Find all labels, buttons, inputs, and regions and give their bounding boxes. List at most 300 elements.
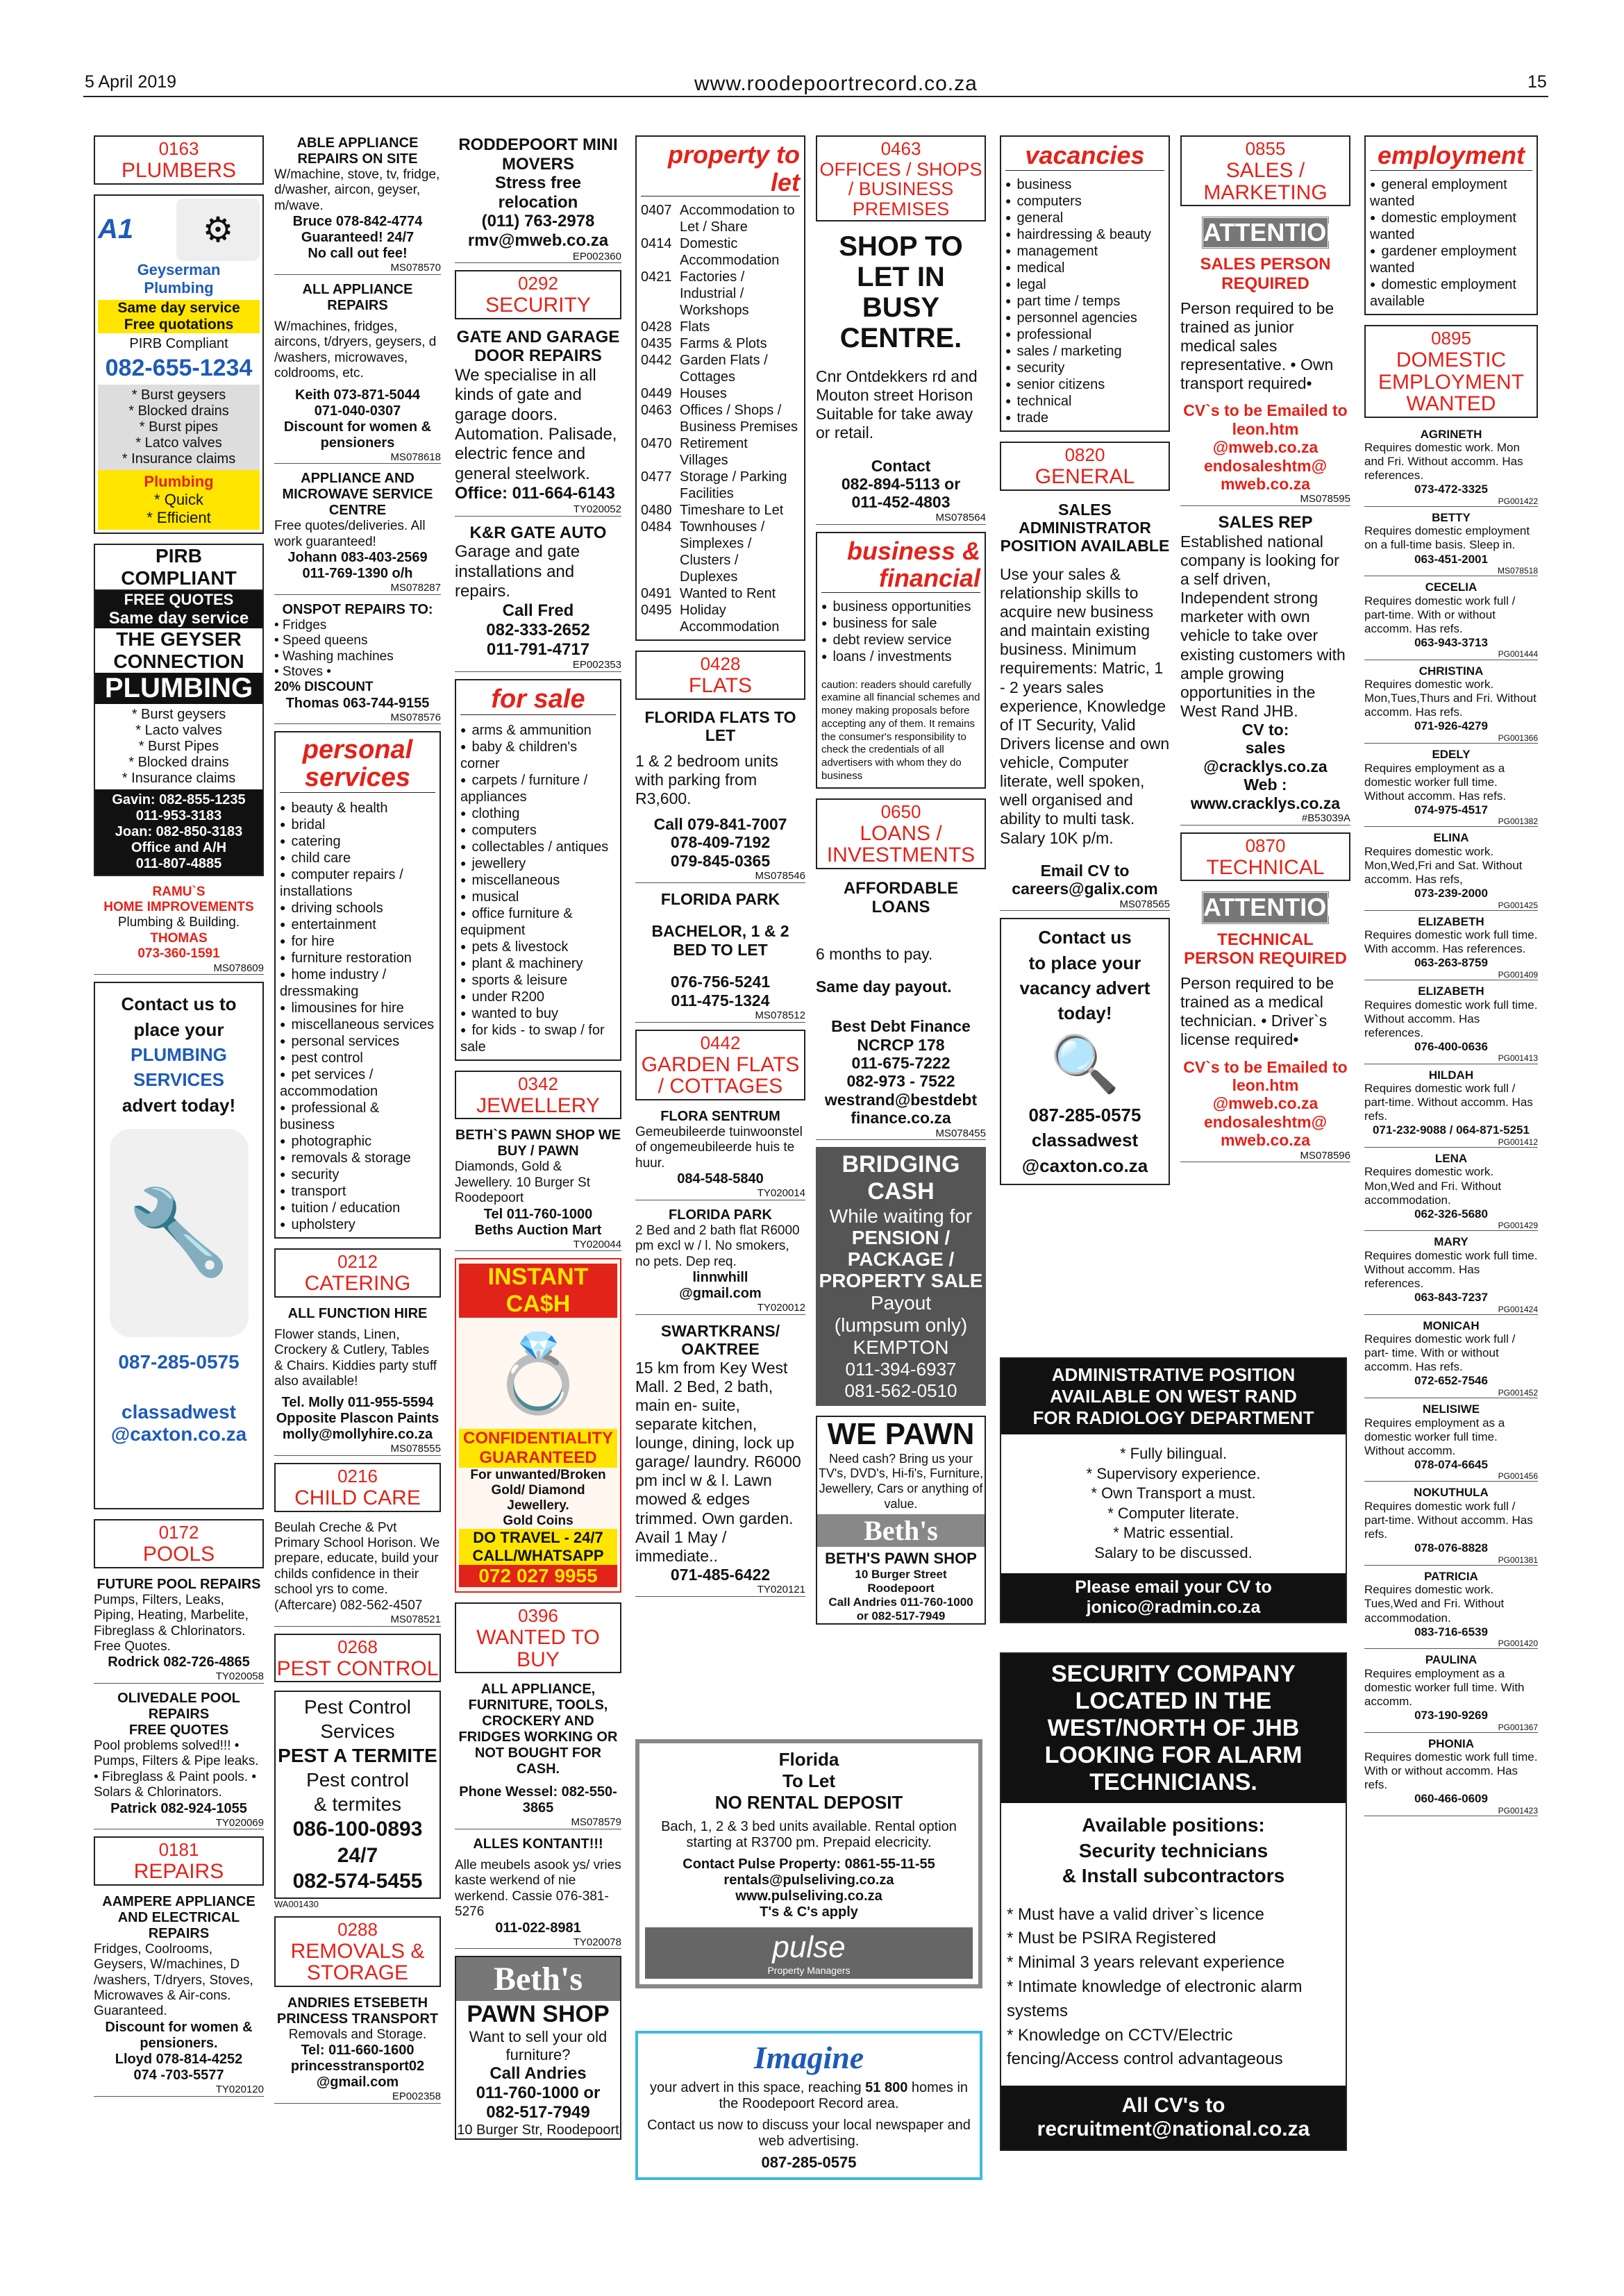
- class-title: REPAIRS: [133, 1860, 224, 1884]
- cv-email[interactable]: classadwest: [1031, 1130, 1139, 1151]
- for-sale-item[interactable]: ● clothing: [460, 805, 616, 822]
- ad-ref: TY020120: [94, 2084, 264, 2097]
- worker-phone[interactable]: 073-472-3325: [1414, 483, 1488, 496]
- vacancy-item[interactable]: ● legal: [1005, 276, 1164, 293]
- future-pool-ad[interactable]: [94, 1577, 264, 1684]
- flora-sentrum-ad[interactable]: [635, 1109, 805, 1200]
- personal-service-item[interactable]: ● limousines for hire: [280, 1000, 435, 1016]
- property-category[interactable]: [641, 385, 800, 402]
- ic-phone[interactable]: 072 027 9955: [459, 1565, 617, 1587]
- bc-t2: While waiting for: [829, 1205, 973, 1227]
- for-sale-item[interactable]: ● office furniture & equipment: [460, 905, 616, 939]
- personal-service-item[interactable]: ● bridal: [280, 816, 435, 833]
- worker-name: NOKUTHULA: [1414, 1486, 1489, 1500]
- able-appliance-ad[interactable]: [274, 135, 441, 275]
- cv-email[interactable]: @caxton.co.za: [1021, 1155, 1148, 1176]
- all-appliance-bought-ad[interactable]: [455, 1682, 621, 1829]
- wp-contact: Call Andries 011-760-1000: [828, 1595, 973, 1609]
- ad-contact: 011-791-4717: [486, 639, 590, 659]
- classification-general[interactable]: [1000, 442, 1170, 491]
- technical-person-ad[interactable]: [1180, 891, 1353, 1162]
- worker-phone[interactable]: 062-326-5680: [1414, 1207, 1488, 1221]
- bp-body: Want to sell your old furniture?: [469, 2028, 608, 2064]
- ad-contact[interactable]: linnwhill: [692, 1269, 748, 1285]
- for-sale-item[interactable]: ● sports & leisure: [460, 972, 616, 989]
- property-category[interactable]: [641, 269, 800, 319]
- cp-l1: Contact us to: [121, 994, 237, 1015]
- ad-contact: 079-845-0365: [670, 851, 771, 870]
- class-title: WANTED TO BUY: [476, 1626, 600, 1671]
- classification-pools[interactable]: [94, 1519, 264, 1568]
- worker-details: Requires domestic work full / part- time. With or without accomm. Has refs.: [1364, 1332, 1516, 1374]
- bc-t5: (lumpsum only): [834, 1314, 968, 1336]
- domestic-worker-ad[interactable]: [1364, 1402, 1538, 1482]
- worker-phone[interactable]: 074-975-4517: [1414, 803, 1488, 816]
- ad-contact: Thomas 063-744-9155: [285, 695, 430, 711]
- for-sale-item[interactable]: ● miscellaneous: [460, 872, 616, 889]
- for-sale-item[interactable]: ● plant & machinery: [460, 955, 616, 972]
- a1-item: * Insurance claims: [122, 451, 236, 467]
- pp-web[interactable]: www.pulseliving.co.za: [735, 1888, 882, 1904]
- classification-offices[interactable]: [816, 135, 986, 221]
- domestic-worker-ad[interactable]: [1364, 580, 1538, 660]
- we-pawn-ad[interactable]: [816, 1416, 986, 1625]
- florida-park-2-ad[interactable]: [635, 1207, 805, 1315]
- ad-body: Gemeubileerde tuinwoonstel of ongemeubileerde huis te huur.: [635, 1124, 803, 1171]
- ad-contact: CV`s to be Emailed to: [1183, 1057, 1348, 1076]
- worker-phone[interactable]: 063-451-2001: [1414, 552, 1488, 566]
- worker-phone[interactable]: 073-239-2000: [1414, 887, 1488, 900]
- worker-phone[interactable]: 078-076-8828: [1414, 1541, 1488, 1555]
- sales-person-ad[interactable]: [1180, 216, 1353, 506]
- worker-details: Requires domestic work full / part-time. Without accomm. Has refs.: [1364, 1082, 1533, 1123]
- for-sale-item[interactable]: ● pets & livestock: [460, 939, 616, 955]
- domestic-worker-ad[interactable]: [1364, 664, 1538, 744]
- ad-contact: Rodrick 082-726-4865: [108, 1654, 250, 1670]
- domestic-worker-ad[interactable]: [1364, 428, 1538, 507]
- olivedale-pool-ad[interactable]: [94, 1691, 264, 1829]
- worker-phone[interactable]: 060-466-0609: [1414, 1792, 1488, 1806]
- ad-email[interactable]: @mweb.co.za: [1212, 1094, 1319, 1113]
- shop-to-let-ad[interactable]: [816, 231, 986, 525]
- wp-body: Need cash? Bring us your TV's, DVD's, Hi-fi's, Furniture, Jewellery, Cars or anything of value.: [818, 1451, 984, 1511]
- business-item[interactable]: ● business for sale: [821, 615, 980, 632]
- vacancy-item[interactable]: ● sales / marketing: [1005, 343, 1164, 360]
- class-number: 0895: [1431, 328, 1471, 349]
- worker-phone[interactable]: 071-232-9088 / 064-871-5251: [1373, 1123, 1530, 1137]
- property-category[interactable]: [641, 469, 800, 502]
- ad-email[interactable]: sales: [1245, 739, 1286, 757]
- property-category[interactable]: [641, 402, 800, 435]
- ad-contact: 011-769-1390 o/h: [302, 566, 413, 582]
- ad-email[interactable]: careers@galix.com: [1012, 880, 1158, 898]
- geyser-connection-ad[interactable]: [94, 544, 264, 876]
- worker-name: NELISIWE: [1422, 1402, 1480, 1416]
- ra-requirements: [1001, 1434, 1346, 1573]
- property-category[interactable]: [641, 602, 800, 635]
- princess-transport-ad[interactable]: [274, 1995, 441, 2104]
- domestic-worker-ad[interactable]: [1364, 1319, 1538, 1398]
- ad-item: • Stoves •: [274, 664, 331, 679]
- domestic-worker-ad[interactable]: [1364, 1486, 1538, 1565]
- property-list: [641, 202, 800, 635]
- sc-t2: LOCATED IN THE: [1075, 1688, 1272, 1715]
- personal-service-item[interactable]: ● child care: [280, 850, 435, 866]
- magnifier-mascot-icon: 🔍: [1050, 1032, 1120, 1095]
- property-code: 0463: [641, 403, 672, 419]
- vacancy-item[interactable]: ● management: [1005, 243, 1164, 260]
- ad-ref: PG001367: [1364, 1723, 1538, 1733]
- contact-vacancy-ad[interactable]: [1000, 918, 1170, 1185]
- a1-quick: * Quick: [154, 490, 203, 508]
- ad-web[interactable]: www.cracklys.co.za: [1190, 794, 1341, 812]
- classification-child-care[interactable]: [274, 1463, 441, 1512]
- ad-ref: PG001422: [1364, 496, 1538, 507]
- property-category[interactable]: [641, 585, 800, 602]
- ad-email[interactable]: mweb.co.za: [1220, 475, 1311, 494]
- business-item[interactable]: ● loans / investments: [821, 648, 980, 665]
- personal-service-item[interactable]: ● transport: [280, 1183, 435, 1200]
- classification-flats[interactable]: [635, 651, 805, 700]
- sc-email[interactable]: recruitment@national.co.za: [1037, 2118, 1310, 2141]
- ramus-ad[interactable]: [94, 885, 264, 975]
- class-title: JEWELLERY: [476, 1093, 600, 1117]
- ad-email[interactable]: mweb.co.za: [1220, 1131, 1311, 1150]
- personal-service-item[interactable]: ● catering: [280, 833, 435, 850]
- classification-security[interactable]: [455, 270, 621, 319]
- class-number: 0268: [337, 1636, 378, 1657]
- worker-phone[interactable]: 063-263-8759: [1414, 956, 1488, 970]
- ra-header: [1001, 1359, 1346, 1434]
- sc-requirement: * Must have a valid driver`s licence: [1007, 1904, 1264, 1924]
- personal-service-item[interactable]: ● computer repairs / installations: [280, 866, 435, 900]
- cp-email2[interactable]: @caxton.co.za: [110, 1423, 247, 1446]
- classification-repairs[interactable]: [94, 1836, 264, 1886]
- bc-t1: BRIDGING CASH: [842, 1151, 960, 1205]
- for-sale-item[interactable]: ● collectables / antiques: [460, 839, 616, 855]
- ad-ref: PG001366: [1364, 733, 1538, 744]
- for-sale-item[interactable]: ● arms & ammunition: [460, 722, 616, 739]
- domestic-worker-ad[interactable]: [1364, 1653, 1538, 1732]
- vacancy-item[interactable]: ● medical: [1005, 260, 1164, 276]
- ad-contact: Best Debt Finance: [831, 1017, 971, 1036]
- worker-phone[interactable]: 072-652-7546: [1414, 1374, 1488, 1388]
- onspot-ad[interactable]: [274, 602, 441, 725]
- column-1: [94, 135, 264, 2104]
- vacancy-item[interactable]: ● personnel agencies: [1005, 310, 1164, 326]
- for-sale-item[interactable]: ● jewellery: [460, 855, 616, 872]
- page-url[interactable]: www.roodepoortrecord.co.za: [694, 72, 978, 95]
- ad-contact: Tel 011-760-1000: [483, 1206, 593, 1222]
- for-sale-item[interactable]: ● musical: [460, 889, 616, 905]
- property-category[interactable]: [641, 235, 800, 269]
- property-category[interactable]: [641, 352, 800, 385]
- vacancy-item[interactable]: ● senior citizens: [1005, 376, 1164, 393]
- domestic-worker-ad[interactable]: [1364, 1737, 1538, 1816]
- domestic-worker-ad[interactable]: [1364, 1570, 1538, 1649]
- domestic-worker-ad[interactable]: [1364, 915, 1538, 980]
- domestic-worker-ad[interactable]: [1364, 1235, 1538, 1314]
- worker-phone[interactable]: 063-943-3713: [1414, 635, 1488, 649]
- personal-service-item[interactable]: ● home industry / dressmaking: [280, 966, 435, 1000]
- ad-ref: MS078570: [274, 262, 441, 275]
- pp-body: Bach, 1, 2 & 3 bed units available. Rental option starting at R3700 pm. Prepaid elecricity.: [661, 1819, 957, 1850]
- ad-item: • Speed queens: [274, 633, 368, 648]
- personal-service-item[interactable]: ● professional & business: [280, 1100, 435, 1133]
- ad-email[interactable]: endosaleshtm@: [1203, 456, 1328, 475]
- classification-wanted-to-buy[interactable]: [455, 1602, 621, 1673]
- sales-rep-ad[interactable]: [1180, 513, 1350, 826]
- microwave-service-ad[interactable]: [274, 471, 441, 595]
- personal-service-item[interactable]: ● entertainment: [280, 916, 435, 933]
- domestic-worker-ad[interactable]: [1364, 511, 1538, 576]
- worker-details: Requires domestic work. Mon and Fri. Without accomm. Has references.: [1364, 441, 1523, 483]
- classification-sales-marketing[interactable]: [1180, 135, 1350, 206]
- class-title: FLATS: [688, 674, 753, 698]
- ad-ref: MS078564: [816, 512, 986, 525]
- ad-contact: 011-452-4803: [851, 493, 951, 512]
- class-number: 0463: [880, 138, 921, 159]
- pt-phone[interactable]: 082-574-5455: [292, 1870, 423, 1893]
- personal-service-item[interactable]: ● removals & storage: [280, 1150, 435, 1166]
- worker-name: CECELIA: [1425, 580, 1477, 594]
- ad-contact[interactable]: molly@mollyhire.co.za: [282, 1427, 433, 1443]
- ad-title: GATE AND GARAGE DOOR REPAIRS: [456, 327, 620, 366]
- ad-title: RODDEPOORT MINI MOVERS: [458, 135, 618, 174]
- column-8: [1364, 135, 1538, 1820]
- ad-email[interactable]: leon.htm: [1232, 1075, 1299, 1094]
- pp-t3: NO RENTAL DEPOSIT: [714, 1792, 903, 1813]
- ad-email[interactable]: leon.htm: [1232, 419, 1299, 438]
- all-appliance-ad[interactable]: [274, 282, 441, 464]
- gate-garage-ad[interactable]: [455, 328, 621, 517]
- worker-phone[interactable]: 071-926-4279: [1414, 719, 1488, 733]
- swartkrans-ad[interactable]: [635, 1322, 805, 1597]
- personal-service-item[interactable]: ● photographic: [280, 1133, 435, 1150]
- personal-service-item[interactable]: ● pet services / accommodation: [280, 1066, 435, 1100]
- caution-text: caution: readers should carefully examine all financial schemes and money making proposals before accepting any of them. It remains the consumer's responsibility to check the credentials of all advertisers with whom they do business: [821, 678, 980, 782]
- classification-jewellery[interactable]: [455, 1071, 621, 1120]
- a1-phone[interactable]: 082-655-1234: [105, 354, 253, 381]
- personal-service-item[interactable]: ● pest control: [280, 1050, 435, 1066]
- function-hire-ad[interactable]: [274, 1306, 441, 1456]
- ad-title: FLORIDA PARK: [660, 889, 780, 908]
- personal-service-item[interactable]: ● security: [280, 1166, 435, 1183]
- vacancy-item[interactable]: ● trade: [1005, 410, 1164, 426]
- a1-geyserman-ad[interactable]: [94, 194, 264, 534]
- beulah-ad[interactable]: [274, 1520, 441, 1627]
- contact-plumbing-ad[interactable]: [94, 982, 264, 1509]
- worker-phone[interactable]: 076-400-0636: [1414, 1039, 1488, 1053]
- ad-body: Fridges, Coolrooms, Geysers, W/machines, D /washers, T/dryers, Stoves, Microwaves & Air-cons. Guaranteed.: [94, 1941, 253, 2019]
- pt-phone[interactable]: 086-100-0893: [292, 1818, 423, 1841]
- ad-contact[interactable]: @gmail.com: [316, 2075, 399, 2090]
- property-category[interactable]: [641, 502, 800, 519]
- worker-name: AGRINETH: [1420, 427, 1482, 441]
- classification-domestic-employment[interactable]: [1364, 325, 1538, 418]
- ad-ref: MS078521: [274, 1614, 441, 1627]
- im-phone[interactable]: 087-285-0575: [761, 2154, 857, 2171]
- property-category[interactable]: [641, 202, 800, 235]
- for-sale-item[interactable]: ● computers: [460, 822, 616, 839]
- ad-contact: Johann 083-403-2569: [287, 550, 428, 566]
- vacancy-item[interactable]: ● part time / temps: [1005, 293, 1164, 310]
- ra-footer: [1001, 1573, 1346, 1622]
- ad-contact[interactable]: @gmail.com: [679, 1285, 762, 1301]
- sc-c1: All CV's to: [1121, 2094, 1225, 2118]
- ad-email[interactable]: @cracklys.co.za: [1203, 757, 1328, 776]
- gc-item: * Insurance claims: [122, 770, 236, 786]
- classification-loans[interactable]: [816, 798, 986, 869]
- class-number: 0820: [1064, 444, 1105, 465]
- gc-contact: Gavin: 082-855-1235: [112, 791, 246, 807]
- pulse-property-ad[interactable]: [635, 1739, 982, 1988]
- sc-available: Available positions:: [1082, 1814, 1265, 1836]
- ad-ref: #B53039A: [1180, 812, 1350, 826]
- ad-contact: 074 -703-5577: [133, 2067, 224, 2083]
- ra-e1: Please email your CV to: [1075, 1577, 1272, 1597]
- vacancy-item[interactable]: ● professional: [1005, 326, 1164, 343]
- vacancy-item[interactable]: ● business: [1005, 176, 1164, 193]
- personal-service-item[interactable]: ● driving schools: [280, 900, 435, 916]
- class-title: CHILD CARE: [294, 1486, 421, 1510]
- worker-phone[interactable]: 063-843-7237: [1414, 1291, 1488, 1304]
- property-label: Houses: [680, 386, 727, 402]
- bc-phone[interactable]: 011-394-6937: [845, 1358, 957, 1380]
- beths-logo: Beth's: [817, 1514, 985, 1547]
- imagine-ad[interactable]: [635, 2031, 982, 2180]
- ad-subtitle: FREE QUOTES: [128, 1723, 229, 1738]
- vacancy-item[interactable]: ● security: [1005, 360, 1164, 376]
- alles-kontant-ad[interactable]: [455, 1836, 621, 1949]
- domestic-worker-ad[interactable]: [1364, 831, 1538, 910]
- beths-pawn-shop-ad[interactable]: [455, 1956, 621, 2140]
- personal-service-item[interactable]: ● beauty & health: [280, 800, 435, 816]
- ad-ref: PG001429: [1364, 1221, 1538, 1231]
- personal-service-item[interactable]: ● for hire: [280, 933, 435, 950]
- employment-item[interactable]: ● domestic employment wanted: [1370, 210, 1532, 243]
- property-category[interactable]: [641, 319, 800, 335]
- pp-email[interactable]: rentals@pulseliving.co.za: [723, 1872, 894, 1888]
- employment-item[interactable]: ● domestic employment available: [1370, 276, 1532, 310]
- employment-item[interactable]: ● general employment wanted: [1370, 176, 1532, 210]
- for-sale-item[interactable]: ● wanted to buy: [460, 1005, 616, 1022]
- column-4: [635, 135, 805, 1604]
- property-category[interactable]: [641, 519, 800, 585]
- roodepoort-mini-movers-ad[interactable]: [455, 135, 621, 263]
- cv-phone[interactable]: 087-285-0575: [1028, 1104, 1141, 1125]
- domestic-worker-ad[interactable]: [1364, 1152, 1538, 1231]
- employment-item[interactable]: ● gardener employment wanted: [1370, 243, 1532, 276]
- personal-service-item[interactable]: ● tuition / education: [280, 1200, 435, 1216]
- ad-contact: Web :: [1244, 776, 1287, 794]
- classification-pest-control[interactable]: [274, 1634, 441, 1683]
- bridging-cash-ad[interactable]: [816, 1147, 986, 1405]
- security-company-ad[interactable]: [1000, 1652, 1347, 2151]
- ad-contact[interactable]: princesstransport02: [290, 2059, 425, 2075]
- cp-l2: place your: [133, 1019, 224, 1040]
- cp-email1[interactable]: classadwest: [122, 1401, 236, 1423]
- for-sale-item[interactable]: ● for kids - to swap / for sale: [460, 1022, 616, 1055]
- vacancy-item[interactable]: ● hairdressing & beauty: [1005, 226, 1164, 243]
- ad-ref: MS078565: [1000, 898, 1170, 912]
- property-to-let-index: [635, 135, 805, 641]
- property-label: Flats: [680, 319, 710, 335]
- classification-catering[interactable]: [274, 1248, 441, 1298]
- vacancy-item[interactable]: ● technical: [1005, 393, 1164, 410]
- gc-pirb: PIRB COMPLIANT: [95, 545, 262, 591]
- sales-administrator-ad[interactable]: [1000, 501, 1170, 912]
- ad-phone[interactable]: (011) 763-2978: [481, 212, 595, 231]
- property-label: Accommodation to Let / Share: [680, 203, 795, 235]
- class-title: SALES / MARKETING: [1203, 159, 1328, 204]
- florida-flats-ad[interactable]: [635, 708, 805, 883]
- classification-removals[interactable]: [274, 1916, 441, 1987]
- ad-email[interactable]: endosaleshtm@: [1203, 1112, 1328, 1131]
- worker-details: Requires domestic work full time. With accomm. Has references.: [1364, 928, 1538, 956]
- business-item[interactable]: ● business opportunities: [821, 598, 980, 615]
- domestic-worker-ad[interactable]: [1364, 984, 1538, 1064]
- personal-service-item[interactable]: ● miscellaneous services: [280, 1016, 435, 1033]
- for-sale-item[interactable]: ● under R200: [460, 989, 616, 1005]
- ad-contact: Tel: 011-660-1600: [301, 2043, 415, 2059]
- vacancy-item[interactable]: ● general: [1005, 210, 1164, 226]
- classification-garden-flats[interactable]: [635, 1030, 805, 1100]
- personal-service-item[interactable]: ● personal services: [280, 1033, 435, 1050]
- classification-technical[interactable]: [1180, 832, 1350, 882]
- aampere-ad[interactable]: [94, 1894, 264, 2097]
- worker-name: LENA: [1434, 1151, 1468, 1165]
- classification-plumbers[interactable]: [94, 135, 264, 185]
- ad-contact[interactable]: finance.co.za: [851, 1109, 951, 1128]
- property-category[interactable]: [641, 435, 800, 469]
- ra-email[interactable]: jonico@radmin.co.za: [1086, 1597, 1261, 1617]
- ic-title: INSTANT CA$H: [459, 1264, 617, 1318]
- worker-details: Requires domestic work full time. Without accomm. Has references.: [1364, 1248, 1538, 1290]
- worker-phone[interactable]: 083-716-6539: [1414, 1625, 1488, 1639]
- class-number: 0216: [337, 1466, 378, 1487]
- ad-body: Use your sales & relationship skills to acquire new business and maintain existing business. Minimum requirements: Matric, 1 - 2 years sales experience, Knowledge of IT Security, Valid Drivers license and own vehicle, Computer literate, well spoken, well organised and ability to multi task. Salary 10K p/m.: [1000, 564, 1170, 847]
- vacancy-item[interactable]: ● computers: [1005, 193, 1164, 210]
- for-sale-item[interactable]: ● baby & children's corner: [460, 739, 616, 772]
- business-item[interactable]: ● debt review service: [821, 632, 980, 648]
- bc-phone[interactable]: 081-562-0510: [844, 1380, 957, 1401]
- personal-service-item[interactable]: ● furniture restoration: [280, 950, 435, 966]
- ad-email[interactable]: rmv@mweb.co.za: [467, 231, 609, 250]
- personal-service-item[interactable]: ● upholstery: [280, 1216, 435, 1233]
- property-category[interactable]: [641, 335, 800, 352]
- ad-discount: 20% DISCOUNT: [274, 680, 374, 695]
- ad-contact[interactable]: westrand@bestdebt: [824, 1090, 978, 1109]
- ad-body: Diamonds, Gold & Jewellery. 10 Burger St Roodepoort: [455, 1159, 591, 1206]
- for-sale-item[interactable]: ● carpets / furniture / appliances: [460, 772, 616, 805]
- cp-phone[interactable]: 087-285-0575: [118, 1351, 240, 1373]
- kr-gate-auto-ad[interactable]: [455, 523, 621, 672]
- worker-phone[interactable]: 078-074-6645: [1414, 1457, 1488, 1471]
- domestic-worker-ad[interactable]: [1364, 748, 1538, 827]
- instant-cash-ad[interactable]: [455, 1258, 621, 1593]
- affordable-loans-ad[interactable]: [816, 879, 986, 1141]
- florida-park-ad[interactable]: [635, 890, 805, 1023]
- radiology-admin-ad[interactable]: [1000, 1357, 1347, 1623]
- ad-body: Cnr Ontdekkers rd and Mouton street Horison Suitable for take away or retail.: [816, 367, 978, 442]
- worker-phone[interactable]: 073-190-9269: [1414, 1708, 1488, 1722]
- beths-pawn-ad[interactable]: [455, 1128, 621, 1251]
- domestic-worker-ad[interactable]: [1364, 1069, 1538, 1148]
- ad-email[interactable]: @mweb.co.za: [1212, 438, 1319, 457]
- pest-a-termite-ad[interactable]: [274, 1691, 441, 1899]
- ad-ref: MS078512: [635, 1009, 805, 1023]
